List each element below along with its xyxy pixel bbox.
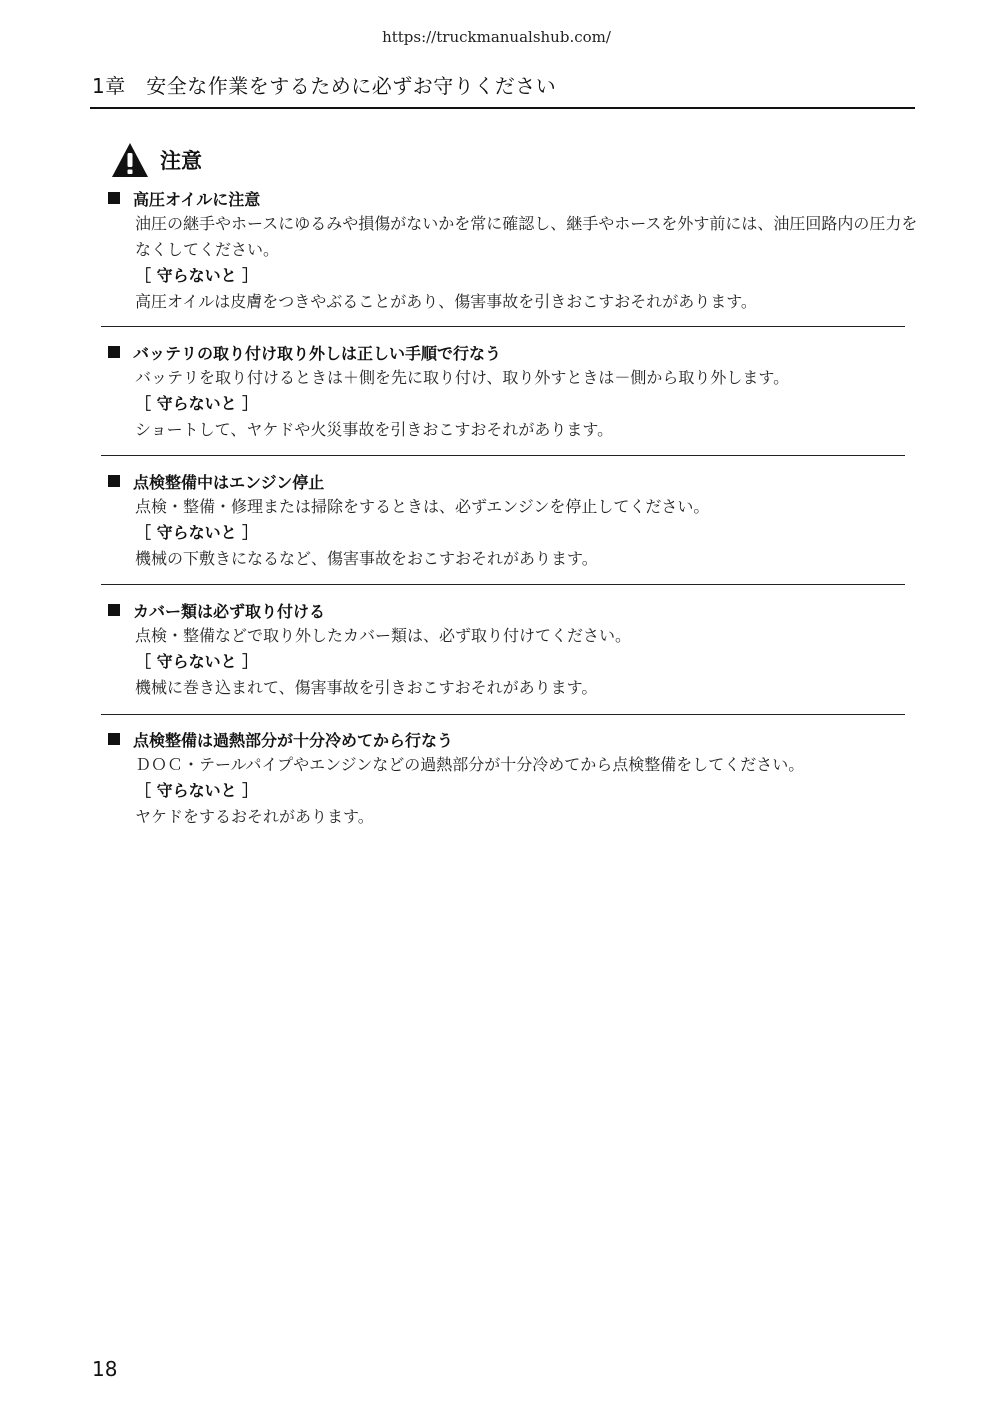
caution-item-body: 油圧の継手やホースにゆるみや損傷がないかを常に確認し、継手やホースを外す前には、油圧回路内の圧力をなくしてください。 — [135, 214, 918, 259]
caution-item — [108, 597, 918, 701]
caution-item-title — [108, 339, 918, 365]
caution-item-title-text: カバー類は必ず取り付ける — [133, 601, 326, 621]
warning-label: ［ 守らないと ］ — [135, 523, 259, 542]
caution-item-title-text: 高圧オイルに注意 — [133, 189, 261, 209]
caution-item — [108, 339, 918, 443]
square-bullet-icon — [108, 604, 120, 616]
consequence-text: 機械の下敷きになるなど、傷害事故をおこすおそれがあります。 — [135, 549, 598, 568]
square-bullet-icon — [108, 475, 120, 487]
caution-item — [108, 468, 918, 572]
caution-item-title — [108, 185, 918, 211]
consequence-text: ショートして、ヤケドや火災事故を引きおこすおそれがあります。 — [135, 420, 614, 439]
caution-item-body: 点検・整備・修理または掃除をするときは、必ずエンジンを停止してください。 — [135, 497, 710, 516]
warning-label: ［ 守らないと ］ — [135, 652, 259, 671]
caution-item-body: ＤＯＣ・テールパイプやエンジンなどの過熱部分が十分冷めてから点検整備をしてください。 — [135, 755, 805, 774]
caution-item-title — [108, 597, 918, 623]
square-bullet-icon — [108, 733, 120, 745]
source-url: https://truckmanualshub.com/ — [382, 28, 611, 46]
caution-item-title-text: バッテリの取り付け取り外しは正しい手順で行なう — [133, 343, 502, 363]
caution-item-title-text: 点検整備は過熱部分が十分冷めてから行なう — [133, 730, 454, 750]
caution-item-title — [108, 726, 918, 752]
warning-label: ［ 守らないと ］ — [135, 394, 259, 413]
section-divider — [101, 584, 905, 585]
caution-item-body: バッテリを取り付けるときは＋側を先に取り付け、取り外すときは－側から取り外します。 — [135, 368, 790, 387]
consequence-text: ヤケドをするおそれがあります。 — [135, 807, 374, 826]
caution-item-title-text: 点検整備中はエンジン停止 — [133, 472, 325, 492]
section-divider — [101, 455, 905, 456]
consequence-text: 高圧オイルは皮膚をつきやぶることがあり、傷害事故を引きおこすおそれがあります。 — [135, 292, 757, 311]
caution-label: 注意 — [160, 149, 202, 173]
square-bullet-icon — [108, 346, 120, 358]
consequence-text: 機械に巻き込まれて、傷害事故を引きおこすおそれがあります。 — [135, 678, 598, 697]
section-divider — [101, 714, 905, 715]
square-bullet-icon — [108, 192, 120, 204]
caution-heading — [110, 140, 202, 180]
header-rule — [90, 107, 915, 109]
section-divider — [101, 326, 905, 327]
warning-triangle-icon — [110, 141, 150, 179]
caution-item — [108, 185, 918, 315]
caution-item-title — [108, 468, 918, 494]
warning-label: ［ 守らないと ］ — [135, 781, 259, 800]
page-number: 18 — [92, 1357, 118, 1381]
caution-item — [108, 726, 918, 830]
caution-item-body: 点検・整備などで取り外したカバー類は、必ず取り付けてください。 — [135, 626, 632, 645]
chapter-title: 1章 安全な作業をするために必ずお守りください — [92, 74, 557, 98]
warning-label: ［ 守らないと ］ — [135, 266, 259, 285]
